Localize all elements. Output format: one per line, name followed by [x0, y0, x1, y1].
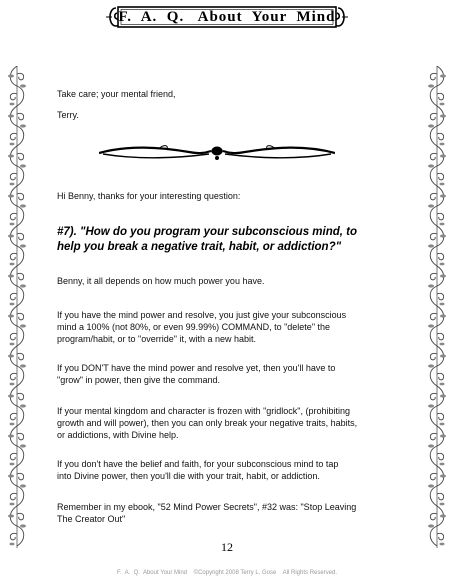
page-number: 12	[221, 540, 233, 554]
paragraph-line: mind a 100% (not 80%, or even 99.99%) COMMAND, to "delete" the	[57, 322, 331, 332]
greeting: Hi Benny, thanks for your interesting question:	[57, 191, 241, 201]
paragraph-3	[57, 362, 407, 386]
question-line-2: help you break a negative trait, habit, or addiction?"	[57, 241, 342, 253]
paragraph-2	[57, 309, 407, 345]
paragraph-5	[57, 458, 407, 482]
paragraph-line: If you DON'T have the mind power and resolve yet, then you'll have to	[57, 363, 336, 373]
paragraph-line: If you don't have the belief and faith, for your subconscious mind to tap	[57, 459, 339, 469]
right-vine-border	[426, 66, 448, 548]
header-banner	[106, 4, 348, 30]
header-title: F. A. Q. About Your Mind	[118, 9, 336, 25]
paragraph-line: "grow" in power, then give the command.	[57, 375, 220, 385]
paragraph-1	[57, 275, 407, 287]
paragraph-line: If you have the mind power and resolve, you just give your subconscious	[57, 310, 347, 320]
paragraph-line: into Divine power, then you'll die with your trait, habit, or addiction.	[57, 471, 320, 481]
paragraph-line: program/habit, or to "override" it, with a new habit.	[57, 334, 256, 344]
paragraph-line: or addictions, with Divine help.	[57, 430, 179, 440]
closing-line: Take care; your mental friend,	[57, 89, 176, 99]
footer-copyright: F. A. Q. About Your Mind ©Copyright 2008 Terry L. Gose All Rights Reserved.	[116, 570, 338, 576]
paragraph-4	[57, 405, 407, 441]
paragraph-line: growth and will power), then you can only break your negative traits, habits,	[57, 418, 358, 428]
paragraph-6	[57, 501, 407, 525]
signature: Terry.	[57, 110, 79, 120]
ornamental-divider	[99, 143, 335, 163]
paragraph-line: Benny, it all depends on how much power you have.	[57, 276, 265, 286]
left-vine-border	[6, 66, 28, 548]
question-line-1: #7). "How do you program your subconscious mind, to	[57, 226, 358, 238]
paragraph-line: The Creator Out"	[57, 514, 126, 524]
paragraph-line: Remember in my ebook, "52 Mind Power Secrets", #32 was: "Stop Leaving	[57, 502, 357, 512]
paragraph-line: If your mental kingdom and character is frozen with "gridlock", (prohibiting	[57, 406, 351, 416]
